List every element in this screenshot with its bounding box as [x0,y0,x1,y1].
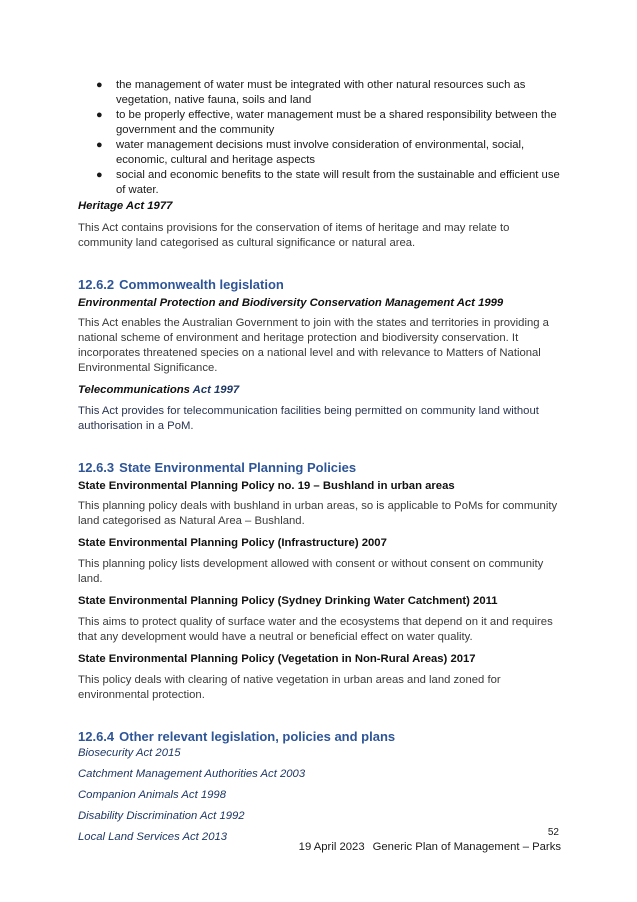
section-heading-12-6-4: 12.6.4 Other relevant legislation, policies and plans [78,729,396,744]
sepp-19-heading: State Environmental Planning Policy no. 19 – Bushland in urban areas [78,480,455,492]
epbc-act-text: This Act enables the Australian Government to join with the states and territories in providing a national scheme of environment and heritage protection and biodiversity conservation. It incorporates threatened species on a national level and with relevance to Matters of National Environmental Significance. [78,317,549,374]
epbc-act-heading: Environmental Protection and Biodiversity Conservation Management Act 1999 [78,297,504,309]
footer-date: 19 April 2023 [298,841,365,853]
bullet-icon: ● [96,169,103,181]
sepp-19-text: This planning policy deals with bushland in urban areas, so is applicable to PoMs for community land categorised as Natural Area – Bushland. [78,500,558,527]
sepp-infrastructure-text: This planning policy lists development allowed with consent or without consent on community land. [78,558,544,585]
water-principles-list [78,78,562,198]
other-legislation-item: Biosecurity Act 2015 [78,747,181,759]
sepp-vegetation-heading: State Environmental Planning Policy (Vegetation in Non-Rural Areas) 2017 [78,653,476,665]
bullet-icon: ● [96,79,103,91]
telecom-act-heading: Telecommunications Act 1997 [78,384,240,396]
heritage-act-text: This Act contains provisions for the conservation of items of heritage and may relate to community land categorised as cultural significance or natural area. [78,222,510,249]
sepp-vegetation-text: This policy deals with clearing of native vegetation in urban areas and land zoned for environmental protection. [78,674,501,701]
list-item: ● social and economic benefits to the state will result from the sustainable and efficient use of water. [96,169,560,196]
heritage-act-heading: Heritage Act 1977 [78,200,173,212]
footer [299,841,561,853]
sepp-water-catchment-text: This aims to protect quality of surface water and the ecosystems that depend on it and requires that any development would have a neutral or beneficial effect on water quality. [78,616,553,643]
bullet-icon: ● [96,139,103,151]
list-item: ● the management of water must be integrated with other natural resources such as vegetation, native fauna, soils and land [96,79,526,106]
section-heading-12-6-2: 12.6.2 Commonwealth legislation [78,277,284,292]
other-legislation-item: Companion Animals Act 1998 [78,789,226,801]
list-item: ● water management decisions must involve consideration of environmental, social, economic, cultural and heritage aspects [96,139,525,166]
page-content [78,78,562,845]
other-legislation-item: Disability Discrimination Act 1992 [78,810,245,822]
sepp-water-catchment-heading: State Environmental Planning Policy (Sydney Drinking Water Catchment) 2011 [78,595,498,607]
page-number: 52 [547,827,559,838]
footer-document-title: Generic Plan of Management – Parks [372,841,561,853]
other-legislation-item: Catchment Management Authorities Act 2003 [78,768,306,780]
list-item: ● to be properly effective, water management must be a shared responsibility between the government and the community [96,109,557,136]
telecom-act-text: This Act provides for telecommunication facilities being permitted on community land without authorisation in a PoM. [78,405,539,432]
sepp-infrastructure-heading: State Environmental Planning Policy (Infrastructure) 2007 [78,537,387,549]
section-heading-12-6-3: 12.6.3 State Environmental Planning Policies [78,460,357,475]
bullet-icon: ● [96,109,103,121]
other-legislation-item: Local Land Services Act 2013 [78,831,228,843]
